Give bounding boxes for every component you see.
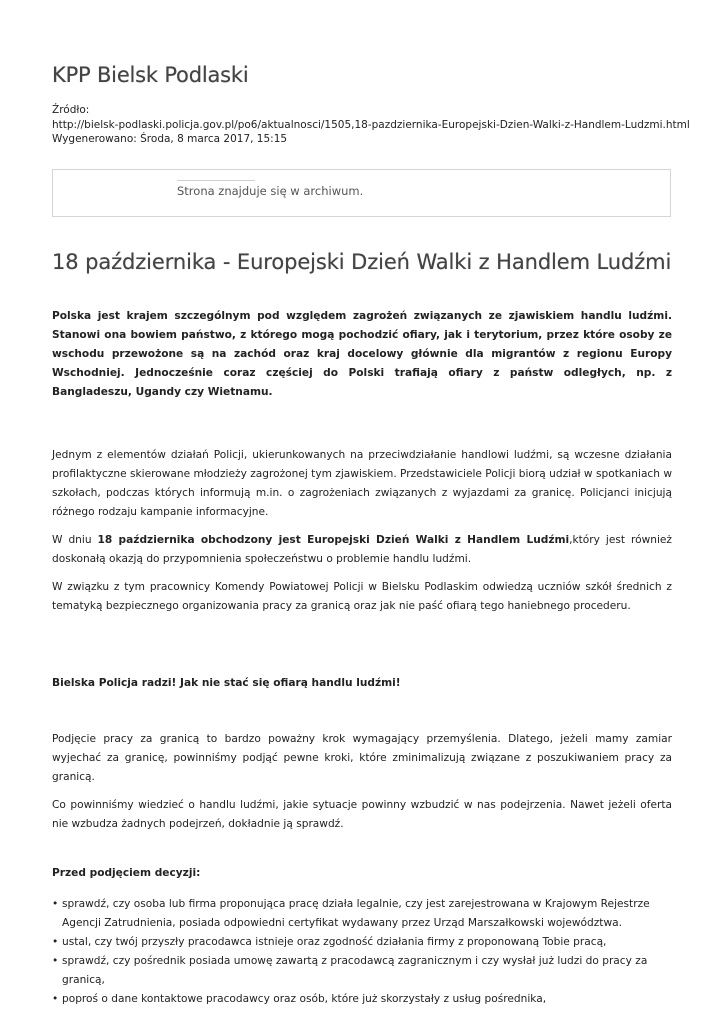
article-paragraph: Jednym z elementów działań Policji, ukierunkowanych na przeciwdziałanie handlowi ludźmi, są wczesne działania profilaktyczne skierowane młodzieży zagrożonej tym zjawiskiem. Przedstawiciele Policji biorą udział w spotkaniach w szkołach, podczas których informują m.in. o zagrożeniach związanych z wyjazdami za granicę. Policjanci inicjują różnego rodzaju kampanie informacyjne.: [52, 449, 673, 518]
site-title: KPP Bielsk Podlaski: [52, 63, 249, 87]
list-item: [52, 933, 672, 952]
archive-divider: [177, 180, 255, 181]
bullet-icon: •: [52, 993, 59, 1005]
article-paragraph: Co powinniśmy wiedzieć o handlu ludźmi, jakie sytuacje powinny wzbudzić w nas podejrzenia. Nawet jeżeli oferta nie wzbudza żadnych podejrzeń, dokładnie ją sprawdź.: [52, 799, 672, 830]
bullet-icon: •: [52, 955, 59, 967]
list-item-text: ustal, czy twój przyszły pracodawca istnieje oraz zgodność działania firmy z proponowaną Tobie pracą,: [62, 936, 607, 948]
bullet-icon: •: [52, 936, 59, 948]
list-item-text: sprawdź, czy osoba lub firma proponująca pracę działa legalnie, czy jest zarejestrowana w Krajowym Rejestrze Agencji Zatrudnienia, posiada odpowiedni certyfikat wydawany przez Urząd Marszałkowski województwa.: [62, 898, 650, 929]
before-decision-heading: Przed podjęciem decyzji:: [52, 867, 201, 879]
article-title: 18 października - Europejski Dzień Walki z Handlem Ludźmi: [52, 250, 672, 274]
archive-notice-box: [52, 169, 671, 217]
article-paragraph: [52, 531, 672, 569]
paragraph-suffix: ,który jest również doskonałą okazją do przypomnienia społeczeństwu o problemie handlu ludźmi.: [52, 534, 672, 565]
generated-date: Wygenerowano: Środa, 8 marca 2017, 15:15: [52, 133, 288, 145]
list-item: [52, 952, 672, 990]
article-lead: Polska jest krajem szczególnym pod względem zagrożeń związanych ze zjawiskiem handlu ludźmi. Stanowi ona bowiem państwo, z którego mogą pochodzić ofiary, jak i terytorium, przez które osoby ze wschodu przewożone są na zachód oraz kraj docelowy głównie dla migrantów z regionu Europy Wschodniej. Jednocześnie coraz częściej do Polski trafiają ofiary z państw odległych, np. z Bangladeszu, Ugandy czy Wietnamu.: [52, 310, 672, 398]
advice-heading: Bielska Policja radzi! Jak nie stać się ofiarą handlu ludźmi!: [52, 677, 401, 689]
list-item-text: sprawdź, czy pośrednik posiada umowę zawartą z pracodawcą zagranicznym i czy wysłał już ludzi do pracy za granicą,: [62, 955, 648, 986]
source-url[interactable]: http://bielsk-podlaski.policja.gov.pl/po6/aktualnosci/1505,18-pazdziernika-Europejski-Dzien-Walki-z-Handlem-Ludzmi.html: [52, 118, 690, 131]
article-paragraph: W związku z tym pracownicy Komendy Powiatowej Policji w Bielsku Podlaskim odwiedzą uczniów szkół średnich z tematyką bezpiecznego organizowania pracy za granicą oraz jak nie paść ofiarą tego haniebnego procederu.: [52, 581, 672, 612]
source-label: Źródło:: [52, 104, 90, 116]
article-body: [52, 300, 672, 1009]
paragraph-prefix: W dniu: [52, 534, 98, 546]
list-item: [52, 990, 672, 1009]
bullet-icon: •: [52, 898, 59, 910]
list-item-text: poproś o dane kontaktowe pracodawcy oraz osób, które już skorzystały z usług pośrednika,: [62, 993, 547, 1005]
archive-notice: Strona znajduje się w archiwum.: [177, 184, 364, 198]
list-item: [52, 895, 672, 933]
article-paragraph: Podjęcie pracy za granicą to bardzo poważny krok wymagający przemyślenia. Dlatego, jeżeli mamy zamiar wyjechać za granicę, powinniśmy podjąć pewne kroki, które zminimalizują związane z poszukiwaniem pracy za granicą.: [52, 733, 672, 783]
document-meta: [52, 103, 690, 147]
checklist: [52, 895, 672, 1009]
paragraph-bold: 18 października obchodzony jest Europejski Dzień Walki z Handlem Ludźmi: [97, 534, 570, 546]
